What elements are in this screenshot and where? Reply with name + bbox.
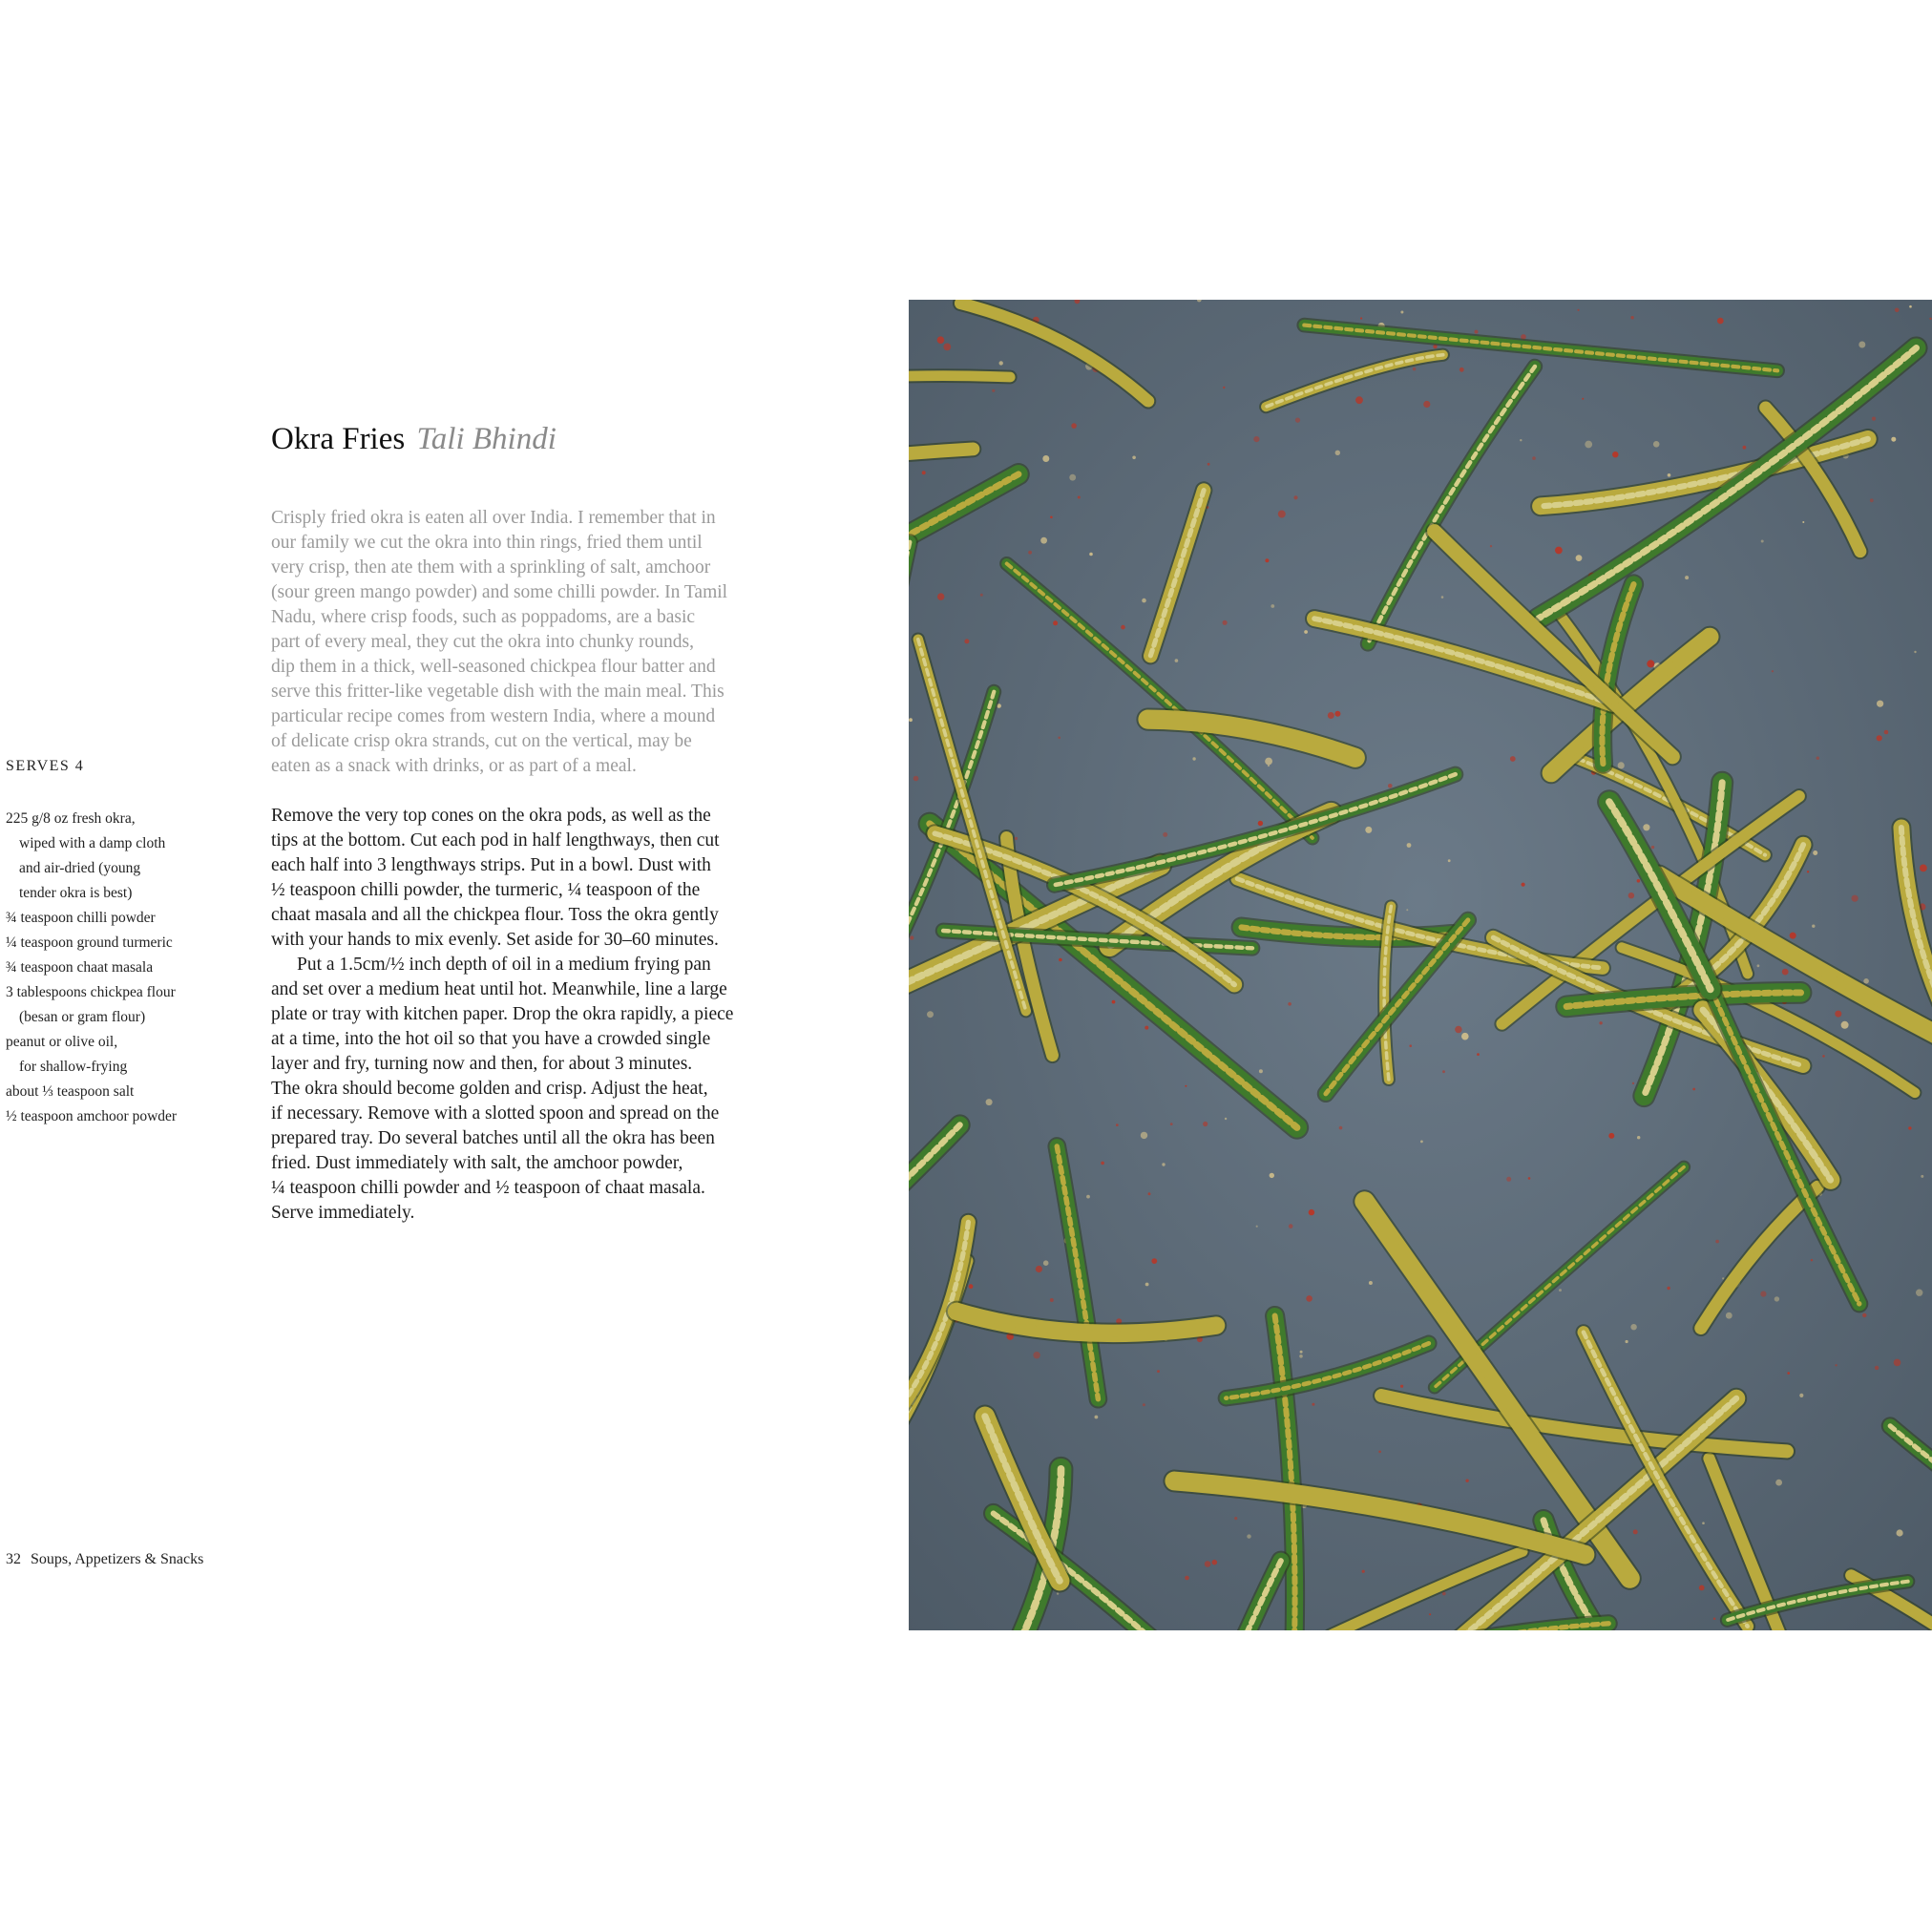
method-line: ¼ teaspoon chilli powder and ½ teaspoon of chaat masala.: [271, 1178, 705, 1198]
okra-fries-photo: [909, 300, 1932, 1630]
spice-speck: [1760, 1292, 1766, 1297]
spice-speck: [1256, 1226, 1258, 1228]
spice-speck: [1362, 1570, 1365, 1573]
spice-speck: [1559, 1289, 1562, 1292]
spice-speck: [1293, 495, 1297, 499]
ingredient-line: ¾ teaspoon chilli powder: [6, 910, 156, 926]
spice-speck: [1409, 1044, 1412, 1047]
spice-speck: [1400, 311, 1403, 314]
spice-speck: [1265, 758, 1272, 766]
page-number: 32: [6, 1551, 21, 1567]
spice-speck: [1295, 418, 1300, 423]
spice-speck: [1078, 496, 1081, 499]
spice-speck: [1069, 474, 1076, 481]
spice-speck: [1761, 540, 1764, 543]
spice-speck: [1053, 620, 1058, 625]
intro-line: our family we cut the okra into thin rings, fried them until: [271, 533, 703, 553]
spice-speck: [1875, 1366, 1879, 1370]
spice-speck: [1121, 625, 1125, 630]
intro-line: serve this fritter-like vegetable dish with the main meal. This: [271, 682, 724, 702]
spice-speck: [1699, 1586, 1705, 1591]
spice-speck: [1369, 1281, 1373, 1285]
spice-speck: [1632, 1082, 1634, 1084]
spice-speck: [1702, 1522, 1705, 1524]
spice-speck: [1406, 909, 1408, 911]
recipe-method: [271, 804, 787, 1226]
spice-speck: [1929, 318, 1931, 320]
spice-speck: [1914, 651, 1916, 653]
spice-speck: [1506, 1177, 1511, 1182]
spice-speck: [910, 935, 914, 939]
spice-speck: [1112, 1000, 1116, 1004]
spice-speck: [1782, 969, 1789, 976]
spice-speck: [1441, 596, 1444, 598]
spice-speck: [1790, 933, 1796, 939]
spice-speck: [1884, 730, 1889, 735]
spice-speck: [1637, 1136, 1640, 1139]
spice-speck: [1208, 463, 1210, 466]
spice-speck: [1040, 537, 1047, 544]
spice-speck: [1334, 711, 1340, 717]
spice-speck: [1225, 1118, 1227, 1120]
method-line: layer and fry, turning now and then, for about 3 minutes.: [271, 1054, 693, 1074]
spice-speck: [1144, 1026, 1148, 1030]
spice-speck: [1116, 1124, 1119, 1126]
spice-speck: [1743, 446, 1747, 450]
spice-speck: [1772, 670, 1774, 672]
spice-speck: [1429, 1613, 1431, 1615]
spice-speck: [1420, 1141, 1423, 1144]
spice-speck: [1863, 978, 1869, 984]
spice-speck: [1608, 1133, 1614, 1139]
okra-strip: [1384, 906, 1391, 1080]
spice-speck: [1042, 455, 1049, 462]
spice-speck: [1036, 1266, 1042, 1272]
ingredient-line: wiped with a damp cloth: [19, 835, 166, 851]
spice-speck: [1891, 437, 1896, 442]
spice-speck: [1757, 964, 1760, 967]
spice-speck: [1816, 757, 1819, 760]
spice-speck: [1802, 521, 1804, 523]
spice-speck: [1212, 1560, 1218, 1565]
spice-speck: [1259, 1069, 1263, 1073]
spice-speck: [1787, 1372, 1790, 1375]
spice-speck: [1522, 883, 1525, 887]
method-line: at a time, into the hot oil so that you have a crowded single: [271, 1029, 711, 1049]
spice-speck: [1897, 1529, 1903, 1536]
spice-speck: [1618, 762, 1625, 768]
spice-speck: [1916, 1290, 1922, 1296]
spice-speck: [1360, 317, 1362, 319]
spice-speck: [1339, 1126, 1343, 1130]
spice-speck: [1612, 452, 1618, 457]
ingredient-line: (besan or gram flour): [19, 1009, 146, 1025]
spice-speck: [937, 593, 944, 599]
ingredient-line: ¼ teaspoon ground turmeric: [6, 934, 173, 951]
spice-speck: [1775, 1480, 1782, 1486]
method-line: The okra should become golden and crisp. Adjust the heat,: [271, 1079, 708, 1099]
spice-speck: [1407, 843, 1412, 848]
spice-speck: [1921, 1175, 1923, 1178]
spice-speck: [1086, 1195, 1090, 1199]
spice-speck: [1668, 473, 1671, 477]
method-line: ½ teaspoon chilli powder, the turmeric, ¼ teaspoon of the: [271, 880, 701, 900]
method-line: Serve immediately.: [271, 1203, 415, 1223]
spice-speck: [1151, 1258, 1157, 1264]
intro-line: part of every meal, they cut the okra into chunky rounds,: [271, 632, 694, 652]
spice-speck: [1475, 330, 1479, 334]
spice-speck: [1132, 456, 1136, 460]
spice-speck: [1223, 387, 1225, 388]
recipe-intro: [271, 506, 787, 779]
spice-speck: [1630, 1324, 1636, 1330]
spice-speck: [1234, 1517, 1237, 1520]
spice-speck: [1141, 1132, 1147, 1139]
spice-speck: [1270, 604, 1274, 608]
recipe-title-english: Okra Fries: [271, 422, 406, 456]
intro-line: (sour green mango powder) and some chilli powder. In Tamil: [271, 582, 728, 602]
spice-speck: [1185, 1085, 1186, 1087]
spice-speck: [1223, 620, 1228, 625]
page-footer: [6, 1551, 203, 1568]
method-line: prepared tray. Do several batches until all the okra has been: [271, 1128, 715, 1148]
spice-speck: [1461, 1033, 1469, 1040]
spice-speck: [1576, 555, 1583, 561]
spice-speck: [1442, 1070, 1445, 1073]
intro-line: Crisply fried okra is eaten all over India. I remember that in: [271, 508, 716, 528]
method-line: and set over a medium heat until hot. Meanwhile, line a large: [271, 979, 727, 999]
spice-speck: [992, 389, 995, 392]
spice-speck: [1247, 1534, 1250, 1538]
method-line: fried. Dust immediately with salt, the amchoor powder,: [271, 1153, 683, 1173]
spice-speck: [1630, 316, 1633, 319]
spice-speck: [1555, 547, 1563, 555]
spice-speck: [1304, 630, 1308, 634]
spice-speck: [1185, 1576, 1189, 1581]
spice-speck: [909, 718, 913, 722]
spice-speck: [1328, 712, 1334, 719]
spice-speck: [1633, 1529, 1638, 1534]
spice-speck: [1774, 1296, 1779, 1301]
method-line: tips at the bottom. Cut each pod in half lengthways, then cut: [271, 830, 720, 850]
spice-speck: [1278, 511, 1286, 518]
spice-speck: [1265, 558, 1269, 562]
spice-speck: [1142, 598, 1146, 603]
spice-speck: [1365, 827, 1372, 833]
ingredient-line: for shallow-frying: [19, 1059, 128, 1075]
spice-speck: [1465, 1480, 1468, 1482]
spice-speck: [1909, 305, 1912, 308]
method-line: each half into 3 lengthways strips. Put in a bowl. Dust with: [271, 855, 711, 875]
spice-speck: [1799, 1394, 1803, 1397]
spice-speck: [1582, 398, 1584, 400]
spice-speck: [1835, 1011, 1841, 1018]
spice-speck: [1089, 553, 1093, 556]
spice-speck: [1162, 1163, 1165, 1166]
spice-speck: [1071, 423, 1077, 429]
spice-speck: [999, 361, 1003, 365]
spice-speck: [1895, 308, 1900, 313]
ingredient-line: ¾ teaspoon chaat masala: [6, 959, 154, 976]
spice-speck: [1050, 516, 1053, 519]
spice-speck: [1059, 958, 1062, 962]
spice-speck: [1460, 368, 1464, 372]
intro-line: dip them in a thick, well-seasoned chickpea flour batter and: [271, 657, 716, 677]
spice-speck: [1872, 417, 1876, 421]
spice-speck: [1043, 1260, 1049, 1266]
spice-speck: [1713, 1618, 1716, 1621]
spice-speck: [1058, 737, 1060, 740]
ingredient-line: about ⅓ teaspoon salt: [6, 1083, 135, 1100]
spice-speck: [1870, 498, 1874, 502]
spice-speck: [969, 1284, 974, 1289]
spice-speck: [1841, 1021, 1849, 1029]
spice-speck: [1685, 576, 1689, 579]
spice-speck: [1726, 1312, 1732, 1319]
spice-speck: [1532, 456, 1536, 460]
section-title: Soups, Appetizers & Snacks: [31, 1551, 204, 1567]
intro-line: very crisp, then ate them with a sprinkling of salt, amchoor: [271, 557, 711, 578]
spice-speck: [1057, 1592, 1059, 1594]
spice-speck: [1455, 1026, 1461, 1033]
ingredient-line: peanut or olive oil,: [6, 1034, 118, 1050]
spice-speck: [1175, 659, 1179, 662]
spice-speck: [1205, 1561, 1211, 1567]
spice-speck: [914, 776, 919, 782]
spice-speck: [1400, 1385, 1403, 1388]
ingredient-line: 225 g/8 oz fresh okra,: [6, 810, 136, 827]
spice-speck: [1477, 1053, 1480, 1056]
spice-speck: [1253, 436, 1259, 442]
spice-speck: [1101, 1162, 1104, 1166]
spice-speck: [1835, 1364, 1837, 1366]
intro-line: of delicate crisp okra strands, cut on the vertical, may be: [271, 731, 692, 751]
intro-line: particular recipe comes from western India, where a mound: [271, 706, 716, 726]
recipe-title: [271, 418, 556, 460]
intro-line: eaten as a snack with drinks, or as part of a meal.: [271, 756, 637, 776]
spice-speck: [943, 344, 951, 351]
spice-speck: [1643, 824, 1649, 830]
spice-speck: [1270, 1173, 1274, 1178]
spice-speck: [1599, 1021, 1602, 1024]
spice-speck: [1289, 1224, 1293, 1228]
spice-speck: [927, 1011, 934, 1018]
spice-speck: [1877, 735, 1882, 741]
spice-speck: [1715, 1240, 1719, 1244]
spice-speck: [1717, 318, 1724, 325]
spice-speck: [1894, 1359, 1901, 1367]
spice-speck: [1192, 757, 1195, 760]
spice-speck: [1163, 832, 1167, 837]
spice-speck: [1577, 309, 1579, 311]
spice-speck: [1858, 342, 1865, 348]
spice-speck: [1807, 871, 1809, 872]
spice-speck: [1033, 1352, 1040, 1358]
spice-speck: [1312, 1403, 1314, 1406]
method-line: chaat masala and all the chickpea flour. Toss the okra gently: [271, 905, 719, 925]
method-line: plate or tray with kitchen paper. Drop the okra rapidly, a piece: [271, 1004, 734, 1024]
spice-speck: [1170, 1123, 1173, 1125]
spice-speck: [1028, 551, 1032, 555]
okra-photo-illustration: [909, 300, 1932, 1630]
spice-speck: [1355, 396, 1363, 404]
spice-speck: [1651, 846, 1654, 849]
spice-speck: [1157, 1370, 1160, 1373]
ingredient-line: ½ teaspoon amchoor powder: [6, 1108, 178, 1124]
spice-speck: [1306, 1295, 1312, 1302]
spice-speck: [980, 594, 983, 597]
spice-speck: [1095, 1416, 1099, 1419]
spice-speck: [1510, 756, 1516, 762]
ingredient-line: 3 tablespoons chickpea flour: [6, 984, 176, 1000]
spice-speck: [1920, 865, 1927, 872]
spice-speck: [1667, 1287, 1670, 1290]
spice-speck: [1423, 401, 1430, 408]
spice-speck: [986, 1099, 993, 1105]
spice-speck: [1862, 1313, 1866, 1317]
spice-speck: [1299, 1354, 1303, 1358]
spice-speck: [964, 639, 969, 643]
spice-speck: [937, 336, 945, 344]
serves-label: SERVES 4: [6, 758, 85, 774]
spice-speck: [1490, 545, 1492, 547]
spice-speck: [1812, 925, 1815, 928]
spice-speck: [1388, 784, 1393, 788]
method-line: with your hands to mix evenly. Set aside for 30–60 minutes.: [271, 930, 719, 950]
spice-speck: [1628, 892, 1634, 898]
spice-speck: [1203, 1122, 1208, 1126]
ingredient-line: and air-dried (young: [19, 860, 141, 876]
spice-speck: [1637, 879, 1641, 883]
ingredient-line: tender okra is best): [19, 885, 133, 901]
spice-speck: [1448, 859, 1451, 862]
spice-speck: [1288, 1002, 1292, 1006]
spice-speck: [1626, 1340, 1628, 1343]
spice-speck: [1813, 850, 1817, 855]
spice-speck: [1309, 1209, 1314, 1215]
intro-line: Nadu, where crisp foods, such as poppadoms, are a basic: [271, 607, 696, 627]
spice-speck: [1148, 1192, 1151, 1195]
spice-speck: [1692, 1088, 1695, 1091]
spice-speck: [1653, 441, 1660, 448]
spice-speck: [922, 471, 926, 474]
method-line: Put a 1.5cm/½ inch depth of oil in a medium frying pan: [297, 955, 711, 975]
spice-speck: [1528, 1177, 1531, 1180]
spice-speck: [1015, 837, 1018, 840]
spice-speck: [1822, 1055, 1825, 1058]
spice-speck: [1585, 441, 1592, 449]
ingredient-list: [6, 807, 254, 1129]
spice-speck: [1647, 660, 1654, 667]
spice-speck: [1378, 1451, 1381, 1454]
spice-speck: [1335, 451, 1340, 455]
spice-speck: [1145, 1283, 1149, 1287]
method-line: Remove the very top cones on the okra pods, as well as the: [271, 806, 711, 826]
spice-speck: [1852, 895, 1858, 902]
spice-speck: [1300, 1351, 1303, 1354]
spice-speck: [1143, 1403, 1145, 1406]
recipe-title-hindi: Tali Bhindi: [416, 422, 556, 456]
spice-speck: [1413, 368, 1417, 371]
spice-speck: [1520, 439, 1522, 441]
spice-speck: [1908, 1126, 1911, 1129]
spice-speck: [1811, 1259, 1813, 1261]
spice-speck: [1258, 821, 1263, 826]
method-line: if necessary. Remove with a slotted spoon and spread on the: [271, 1103, 720, 1124]
spice-speck: [1050, 1298, 1054, 1302]
spice-speck: [1877, 701, 1883, 707]
